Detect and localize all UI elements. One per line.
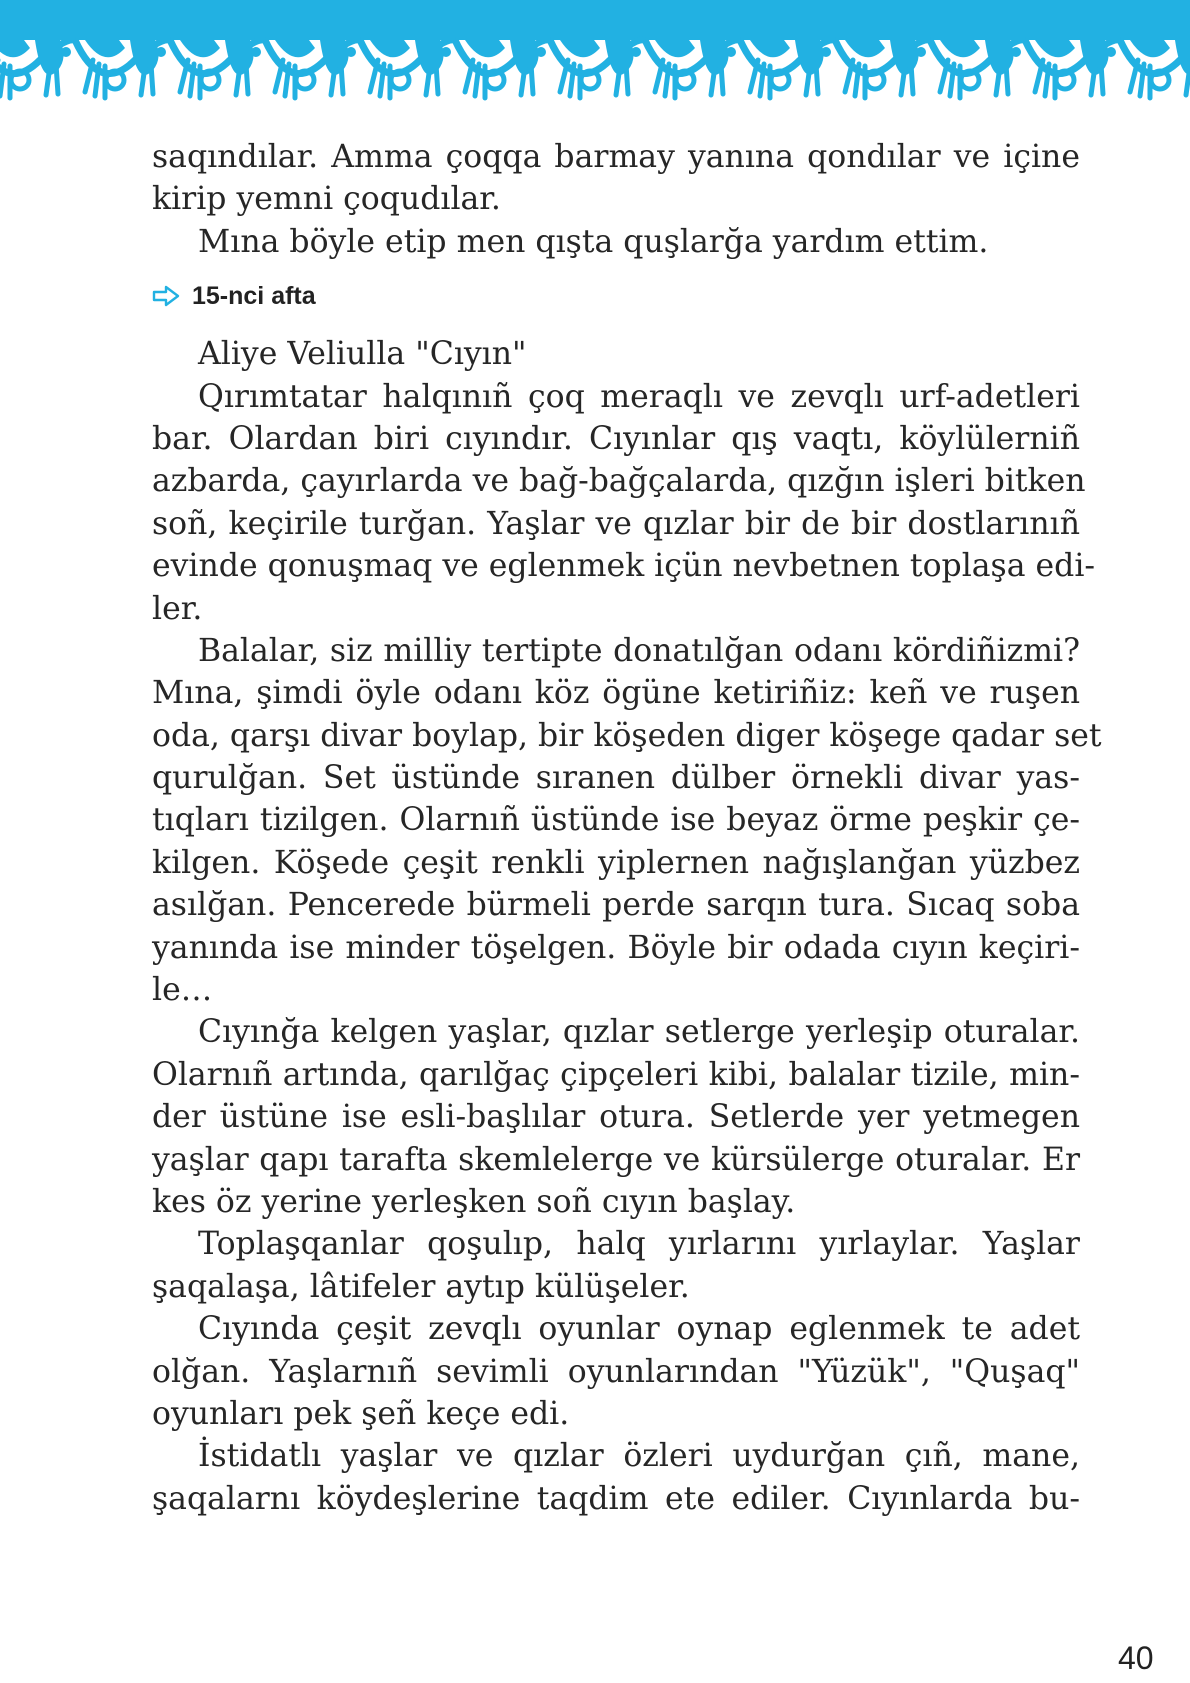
arrow-right-icon [152, 285, 180, 307]
text-line: Cıyınğa kelgen yaşlar, qızlar setlerge yerleşip oturalar. [198, 1014, 1080, 1051]
text-line: yaşlar qapı tarafta skemlelerge ve kürsülerge oturalar. Er [152, 1141, 1080, 1178]
text-line: yanında ise minder töşelgen. Böyle bir odada cıyın keçiri- [152, 929, 1080, 966]
ornament-tile [1120, 40, 1190, 98]
header-ornament [0, 0, 1190, 105]
text-line: tıqları tizilgen. Olarnıñ üstünde ise beyaz örme peşkir çe- [152, 802, 1080, 839]
ornament-tile [0, 40, 75, 98]
text-line: le… [152, 972, 213, 1009]
text-line: oda, qarşı divar boylap, bir köşeden diger köşege qadar set [152, 717, 1102, 754]
paragraph-block-story [152, 333, 1102, 1520]
text-line: şaqalarnı köydeşlerine taqdim ete ediler. Cıyınlarda bu- [152, 1480, 1080, 1517]
text-line: ler. [152, 590, 203, 627]
text-line: der üstüne ise esli-başlılar otura. Setlerde yer yetmegen [152, 1099, 1080, 1136]
text-line: Qırımtatar halqınıñ çoq meraqlı ve zevqlı urf-adetleri [198, 378, 1080, 415]
text-line: Balalar, siz milliy tertipte donatılğan odanı kördiñizmi? [198, 632, 1080, 669]
ornament-tile [930, 40, 1025, 98]
text-line: Toplaşqanlar qoşulıp, halq yırlarını yırlaylar. Yaşlar [198, 1226, 1080, 1263]
text-line: oyunları pek şeñ keçe edi. [152, 1395, 570, 1432]
text-line: Aliye Veliulla "Cıyın" [198, 336, 527, 373]
text-line: qurulğan. Set üstünde sıranen dülber örnekli divar yas- [152, 760, 1080, 797]
text-line: kilgen. Köşede çeşit renkli yiplernen nağışlanğan yüzbez [152, 844, 1080, 881]
text-line: saqındılar. Amma çoqqa barmay yanına qondılar ve içine [152, 139, 1080, 175]
ornament-tile [170, 40, 265, 98]
ornament-tile [455, 40, 550, 98]
text-line: asılğan. Pencerede bürmeli perde sarqın tura. Sıcaq soba [152, 887, 1080, 924]
text-line: Cıyında çeşit zevqlı oyunlar oynap eglenmek te adet [198, 1311, 1080, 1348]
ornament-tile [645, 40, 740, 98]
text-line: Mına, şimdi öyle odanı köz ögüne ketiriñiz: keñ ve ruşen [152, 675, 1080, 712]
ornament-tile [75, 40, 170, 98]
text-line: olğan. Yaşlarnıñ sevimli oyunlarından "Yüzük", "Quşaq" [152, 1353, 1080, 1390]
text-line: Olarnıñ artında, qarılğaç çipçeleri kibi, balalar tizile, min- [152, 1056, 1080, 1093]
text-line: şaqalaşa, lâtifeler aytıp külüşeler. [152, 1268, 690, 1305]
text-line: evinde qonuşmaq ve eglenmek içün nevbetnen toplaşa edi- [152, 548, 1096, 585]
ornament-tile [360, 40, 455, 98]
floral-ornament-icon [0, 0, 1190, 105]
page-text [152, 136, 1102, 1520]
section-heading [152, 275, 1080, 317]
text-line: bar. Olardan biri cıyındır. Cıyınlar qış vaqtı, köylülerniñ [152, 420, 1080, 457]
text-line: kes öz yerine yerleşken soñ cıyın başlay. [152, 1183, 796, 1220]
ornament-tile [835, 40, 930, 98]
text-line: azbarda, çayırlarda ve bağ-bağçalarda, qızğın işleri bitken [152, 463, 1086, 500]
ornament-tile [265, 40, 360, 98]
paragraph-block-intro [152, 136, 1080, 263]
ornament-tile [550, 40, 645, 98]
ornament-tile [740, 40, 835, 98]
section-heading-label: 15-nci afta [192, 281, 316, 310]
text-line: Mına böyle etip men qışta quşlarğa yardım ettim. [198, 223, 989, 260]
page-number: 40 [1118, 1640, 1154, 1676]
text-line: kirip yemni çoqudılar. [152, 181, 501, 218]
ornament-tile [1025, 40, 1120, 98]
text-line: İstidatlı yaşlar ve qızlar özleri uydurğan çıñ, mane, [198, 1438, 1080, 1475]
text-line: soñ, keçirile turğan. Yaşlar ve qızlar bir de bir dostlarınıñ [152, 505, 1080, 542]
